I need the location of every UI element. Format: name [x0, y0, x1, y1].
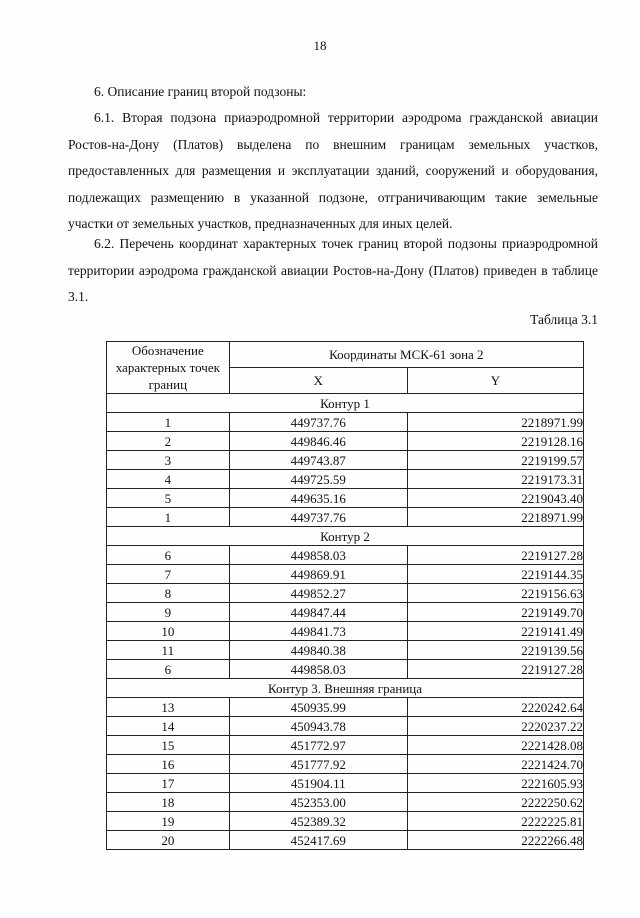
table-row: [107, 432, 584, 451]
point-number: 19: [107, 812, 230, 831]
point-number: 1: [107, 508, 230, 527]
coord-x: 449737.76: [229, 508, 407, 527]
paragraph-6-1: 6.1. Вторая подзона приаэродромной территории аэродрома гражданской авиации Ростов-на-Дону (Платов) выделена по внешним границам земельных участков, предоставленных для размещения и эксплуатации зданий, сооружений и оборудования, подлежащих размещению в указанной подзоне, отграничивающим такие земельные участки от земельных участков, предназначенных для иных целей.: [68, 110, 598, 231]
point-number: 17: [107, 774, 230, 793]
coord-y: 2220237.22: [407, 717, 583, 736]
table-row: [107, 641, 584, 660]
coord-x: 450943.78: [229, 717, 407, 736]
table-row: [107, 546, 584, 565]
contour-header-row: [107, 394, 584, 413]
point-number: 6: [107, 660, 230, 679]
table-row: [107, 755, 584, 774]
table-caption: Таблица 3.1: [530, 312, 598, 327]
coord-y: 2218971.99: [407, 508, 583, 527]
coord-y: 2219199.57: [407, 451, 583, 470]
point-number: 3: [107, 451, 230, 470]
table-row: [107, 470, 584, 489]
header-coordinate-system: Координаты МСК-61 зона 2: [229, 342, 583, 368]
page-number: 18: [313, 38, 327, 53]
table-row: [107, 698, 584, 717]
coord-y: 2222225.81: [407, 812, 583, 831]
point-number: 4: [107, 470, 230, 489]
table-row: [107, 660, 584, 679]
coordinates-table: [106, 341, 584, 850]
coord-y: 2220242.64: [407, 698, 583, 717]
point-number: 10: [107, 622, 230, 641]
coord-x: 452353.00: [229, 793, 407, 812]
coord-y: 2221605.93: [407, 774, 583, 793]
coord-x: 452417.69: [229, 831, 407, 850]
table-row: [107, 793, 584, 812]
coord-x: 449737.76: [229, 413, 407, 432]
table-row: [107, 717, 584, 736]
coord-y: 2218971.99: [407, 413, 583, 432]
coord-y: 2219128.16: [407, 432, 583, 451]
point-number: 15: [107, 736, 230, 755]
coord-x: 449852.27: [229, 584, 407, 603]
coord-y: 2222250.62: [407, 793, 583, 812]
coord-x: 449725.59: [229, 470, 407, 489]
coord-y: 2219173.31: [407, 470, 583, 489]
table-row: [107, 489, 584, 508]
point-number: 8: [107, 584, 230, 603]
point-number: 11: [107, 641, 230, 660]
contour-title: Контур 3. Внешняя граница: [107, 679, 584, 698]
point-number: 1: [107, 413, 230, 432]
table-row: [107, 774, 584, 793]
table-row: [107, 413, 584, 432]
table-row: [107, 831, 584, 850]
coord-y: 2222266.48: [407, 831, 583, 850]
coord-x: 449858.03: [229, 660, 407, 679]
table-row: [107, 451, 584, 470]
coord-y: 2219043.40: [407, 489, 583, 508]
point-number: 7: [107, 565, 230, 584]
coord-x: 449847.44: [229, 603, 407, 622]
point-number: 14: [107, 717, 230, 736]
contour-header-row: [107, 679, 584, 698]
header-x: X: [229, 368, 407, 394]
coord-x: 449840.38: [229, 641, 407, 660]
point-number: 13: [107, 698, 230, 717]
point-number: 2: [107, 432, 230, 451]
coord-x: 451772.97: [229, 736, 407, 755]
coord-y: 2219149.70: [407, 603, 583, 622]
point-number: 9: [107, 603, 230, 622]
coord-x: 449841.73: [229, 622, 407, 641]
coord-y: 2219144.35: [407, 565, 583, 584]
table-row: [107, 736, 584, 755]
point-number: 5: [107, 489, 230, 508]
coord-y: 2219127.28: [407, 546, 583, 565]
coord-x: 452389.32: [229, 812, 407, 831]
coord-y: 2221428.08: [407, 736, 583, 755]
table-row: [107, 584, 584, 603]
section-heading: 6. Описание границ второй подзоны:: [94, 84, 307, 99]
coord-x: 449858.03: [229, 546, 407, 565]
coord-x: 449846.46: [229, 432, 407, 451]
coord-y: 2221424.70: [407, 755, 583, 774]
point-number: 18: [107, 793, 230, 812]
coord-y: 2219127.28: [407, 660, 583, 679]
coord-x: 451904.11: [229, 774, 407, 793]
header-y: Y: [407, 368, 583, 394]
table-body: [107, 394, 584, 850]
point-number: 20: [107, 831, 230, 850]
coord-x: 450935.99: [229, 698, 407, 717]
point-number: 16: [107, 755, 230, 774]
coord-x: 449869.91: [229, 565, 407, 584]
table-row: [107, 603, 584, 622]
coord-y: 2219156.63: [407, 584, 583, 603]
contour-header-row: [107, 527, 584, 546]
point-number: 6: [107, 546, 230, 565]
header-point-label: Обозначение характерных точек границ: [107, 342, 230, 394]
contour-title: Контур 1: [107, 394, 584, 413]
table-row: [107, 508, 584, 527]
coord-x: 449743.87: [229, 451, 407, 470]
coord-y: 2219141.49: [407, 622, 583, 641]
table-row: [107, 565, 584, 584]
coord-x: 449635.16: [229, 489, 407, 508]
coord-y: 2219139.56: [407, 641, 583, 660]
contour-title: Контур 2: [107, 527, 584, 546]
table-row: [107, 622, 584, 641]
paragraph-6-2: 6.2. Перечень координат характерных точек границ второй подзоны приаэродромной территории аэродрома гражданской авиации Ростов-на-Дону (Платов) приведен в таблице 3.1.: [68, 236, 598, 304]
table-row: [107, 812, 584, 831]
coord-x: 451777.92: [229, 755, 407, 774]
